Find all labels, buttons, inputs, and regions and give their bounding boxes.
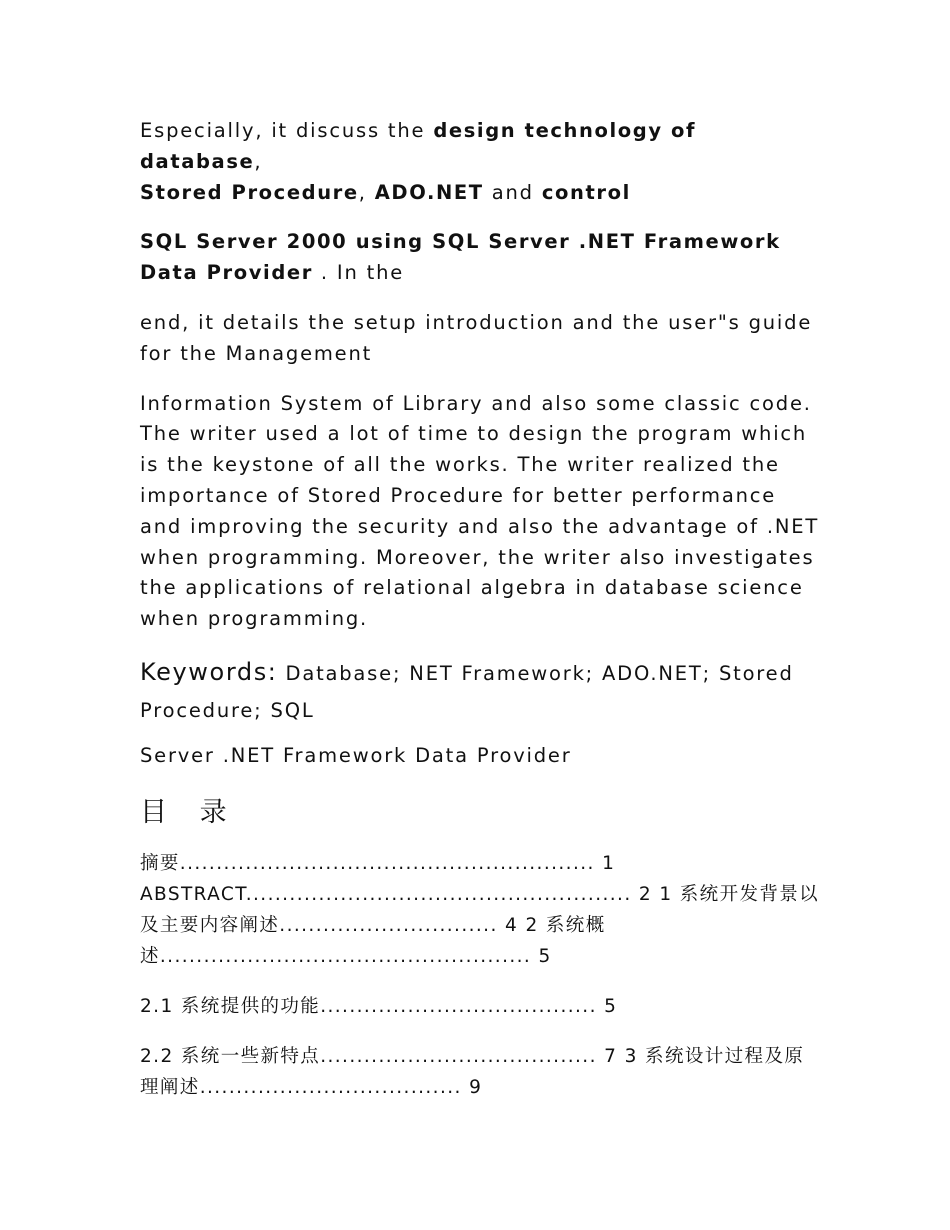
- abstract-p2-text: . In the: [312, 261, 405, 285]
- separator: ,: [254, 149, 263, 173]
- bold-control: control: [541, 180, 631, 204]
- abstract-paragraph-1: [140, 116, 820, 208]
- bold-ado-net: ADO.NET: [374, 180, 484, 204]
- abstract-p1-text: Especially, it discuss the: [140, 119, 434, 142]
- table-of-contents: [140, 848, 820, 1103]
- keywords-label: Keywords:: [140, 657, 278, 686]
- keywords-text: Database; NET Framework; ADO.NET; Stored Procedure; SQL: [140, 661, 794, 722]
- abstract-paragraph-2: [140, 227, 820, 289]
- bold-design-technology: design technology of database: [140, 119, 697, 173]
- abstract-paragraph-3: end, it details the setup introduction and the user"s guide for the Management: [140, 310, 813, 365]
- toc-title: 目 录: [140, 796, 239, 828]
- keywords-line: [140, 654, 820, 729]
- bold-sql-server-provider: SQL Server 2000 using SQL Server .NET Framework Data Provider: [140, 230, 781, 285]
- abstract-paragraph-4: Information System of Library and also some classic code. The writer used a lot of time to design the program which is the keystone of all the works. The writer realized the importance of Stored Procedure for better performance and improving the security and also the advantage of .NET when programming. Moreover, the writer also investigates the applications of relational algebra in database science when programming.: [140, 391, 820, 631]
- toc-entry: 2.2 系统一些新特点...................................... 7 3 系统设计过程及原理阐述.................................... 9: [140, 1045, 805, 1098]
- toc-entry: 摘要......................................................... 1 ABSTRACT..................................................... 2 1 系统开发背景以及主要内容阐述.............................. 4 2 系统概述................................................... 5: [140, 852, 820, 967]
- keywords-continuation: Server .NET Framework Data Provider: [140, 743, 572, 767]
- separator: ,: [358, 180, 375, 204]
- document-page: [140, 116, 820, 1103]
- separator: and: [483, 180, 542, 204]
- toc-entry: 2.1 系统提供的功能...................................... 5: [140, 995, 618, 1017]
- bold-stored-procedure: Stored Procedure: [140, 180, 359, 204]
